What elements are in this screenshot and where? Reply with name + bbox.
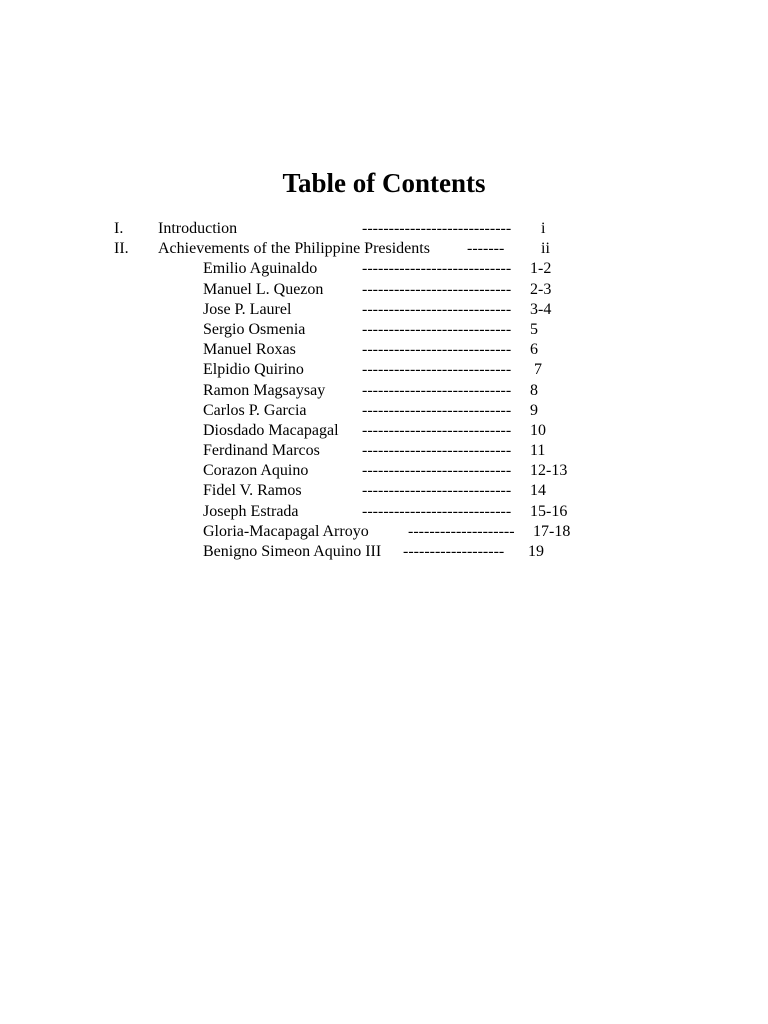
dot-leader: ---------------------------- [362,361,516,379]
dot-leader: ---------------------------- [362,482,516,500]
toc-entry-row [0,502,768,522]
toc-section-row [0,219,768,239]
entry-name: Carlos P. Garcia [203,401,307,419]
toc-entry-row [0,381,768,401]
page-number: 10 [530,421,546,439]
toc-entry-row [0,300,768,320]
page-number: 2-3 [530,280,552,298]
page-number: 5 [530,320,538,338]
entry-name: Joseph Estrada [203,502,299,520]
dot-leader: -------------------- [408,522,515,540]
entry-name: Ramon Magsaysay [203,381,326,399]
page-number: 19 [528,543,544,560]
dot-leader: ---------------------------- [362,320,516,338]
entry-name: Manuel Roxas [203,341,296,359]
dot-leader: ---------------------------- [362,381,516,399]
dot-leader: ---------------------------- [362,421,516,439]
section-title: Achievements of the Philippine Presidents [158,240,430,258]
table-of-contents [0,219,768,562]
toc-entry-row [0,522,768,542]
toc-entry-row [0,481,768,501]
page-number: 15-16 [530,502,568,520]
dot-leader: ---------------------------- [362,220,512,237]
dot-leader: ---------------------------- [362,401,516,419]
toc-section-row [0,239,768,259]
page-number: 11 [530,442,546,460]
page-number: 9 [530,401,538,419]
toc-entry-row [0,542,768,562]
toc-entry-row [0,421,768,441]
page-number: 1-2 [530,260,552,278]
toc-entry-row [0,401,768,421]
page-number: ii [541,240,550,258]
page-number: 17-18 [533,522,571,540]
section-numeral: II. [114,240,129,258]
dot-leader: ---------------------------- [362,502,516,520]
entry-name: Diosdado Macapagal [203,421,339,439]
toc-entry-row [0,259,768,279]
dot-leader: ------- [467,240,505,258]
dot-leader: ---------------------------- [362,462,516,480]
toc-entry-row [0,461,768,481]
dot-leader: ---------------------------- [362,300,516,318]
entry-name: Ferdinand Marcos [203,442,320,460]
page-number: 7 [530,361,542,379]
page-number: 12-13 [530,462,568,480]
page-number: 6 [530,341,538,359]
dot-leader: ---------------------------- [362,260,516,278]
dot-leader: ---------------------------- [362,280,516,298]
page-number: 3-4 [530,300,552,318]
entry-name: Sergio Osmenia [203,320,306,338]
entry-name: Fidel V. Ramos [203,482,302,500]
entry-name: Emilio Aguinaldo [203,260,318,278]
toc-entry-row [0,441,768,461]
page-title: Table of Contents [282,168,486,198]
page-number: 8 [530,381,538,399]
toc-entry-row [0,280,768,300]
entry-name: Corazon Aquino [203,462,309,480]
entry-name: Elpidio Quirino [203,361,304,379]
page-number: i [541,220,546,237]
toc-entry-row [0,360,768,380]
page-number: 14 [530,482,546,500]
dot-leader: ---------------------------- [362,341,516,359]
entry-name: Gloria-Macapagal Arroyo [203,522,369,540]
section-numeral: I. [114,220,124,237]
entry-name: Benigno Simeon Aquino III [203,543,382,560]
entry-name: Jose P. Laurel [203,300,292,318]
toc-entry-row [0,320,768,340]
toc-entry-row [0,340,768,360]
dot-leader: ---------------------------- [362,442,516,460]
section-title: Introduction [158,220,238,237]
dot-leader: ------------------- [403,543,505,560]
entry-name: Manuel L. Quezon [203,280,324,298]
